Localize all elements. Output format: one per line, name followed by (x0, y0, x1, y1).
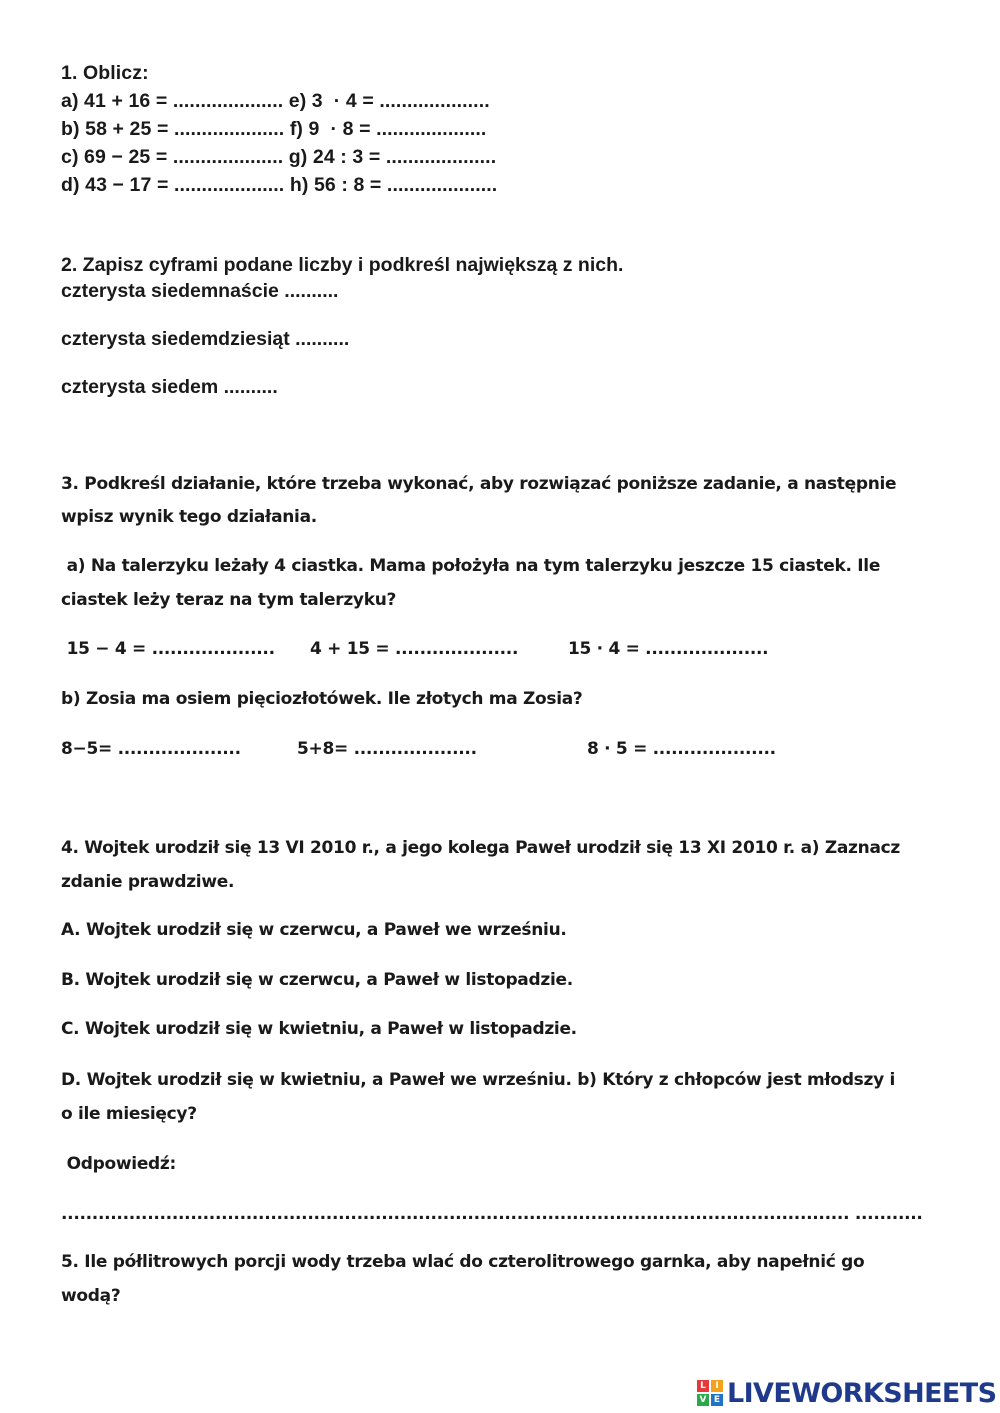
task5-line1: 5. Ile półlitrowych porcji wody trzeba wlać do czterolitrowego garnka, aby napełnić go (61, 1252, 865, 1272)
task1-row-a: a) 41 + 16 = .................... e) 3 · 4 = .................... (61, 90, 490, 112)
logo-mark-letter: I (711, 1380, 723, 1392)
task3-a-op-1: 15 − 4 = .................... (61, 639, 275, 659)
logo-text: LIVEWORKSHEETS (727, 1377, 997, 1409)
task3-a-line2: ciastek leży teraz na tym talerzyku? (61, 590, 397, 610)
task1-title: 1. Oblicz: (61, 62, 149, 84)
task5-line2: wodą? (61, 1286, 121, 1306)
task1-row-d: d) 43 − 17 = .................... h) 56 : 8 = .................... (61, 174, 498, 196)
task4-option-d-line1: D. Wojtek urodził się w kwietniu, a Paweł we wrześniu. b) Który z chłopców jest młodszy i (61, 1070, 896, 1090)
task1-row-c: c) 69 − 25 = .................... g) 24 : 3 = .................... (61, 146, 497, 168)
task3-a-op-2: 4 + 15 = .................... (310, 639, 519, 659)
task2-item-2: czterysta siedemdziesiąt .......... (61, 328, 350, 350)
task2-item-1: czterysta siedemnaście .......... (61, 280, 339, 302)
task4-option-b: B. Wojtek urodził się w czerwcu, a Paweł w listopadzie. (61, 970, 573, 990)
task3-b-op-3: 8 · 5 = .................... (587, 739, 776, 759)
task4-option-a: A. Wojtek urodził się w czerwcu, a Paweł we wrześniu. (61, 920, 567, 940)
task1-row-b: b) 58 + 25 = .................... f) 9 · 8 = .................... (61, 118, 487, 140)
logo-mark-letter: V (697, 1394, 709, 1406)
logo-mark-letter: L (697, 1380, 709, 1392)
task4-answer-label: Odpowiedź: (61, 1154, 177, 1174)
task3-a-line1: a) Na talerzyku leżały 4 ciastka. Mama położyła na tym talerzyku jeszcze 15 ciastek. Ile (61, 556, 881, 576)
task4-answer-line: ................................................................................................................................ ........... (61, 1204, 923, 1224)
task3-a-op-3: 15 · 4 = .................... (568, 639, 769, 659)
task3-title-line1: 3. Podkreśl działanie, które trzeba wykonać, aby rozwiązać poniższe zadanie, a następnie (61, 474, 897, 494)
task4-option-d-line2: o ile miesięcy? (61, 1104, 197, 1124)
task4-title-line2: zdanie prawdziwe. (61, 872, 235, 892)
task3-b-op-2: 5+8= .................... (297, 739, 477, 759)
live-mark-icon (697, 1380, 723, 1406)
task2-item-3: czterysta siedem .......... (61, 376, 278, 398)
logo-mark-letter: E (711, 1394, 723, 1406)
task4-option-c: C. Wojtek urodził się w kwietniu, a Paweł w listopadzie. (61, 1019, 577, 1039)
task4-title-line1: 4. Wojtek urodził się 13 VI 2010 r., a jego kolega Paweł urodził się 13 XI 2010 r. a) Zaznacz (61, 838, 900, 858)
task3-b-op-1: 8−5= .................... (61, 739, 241, 759)
task2-title: 2. Zapisz cyframi podane liczby i podkreśl największą z nich. (61, 254, 624, 276)
liveworksheets-logo[interactable] (697, 1375, 996, 1411)
task3-title-line2: wpisz wynik tego działania. (61, 507, 317, 527)
task3-b-line: b) Zosia ma osiem pięciozłotówek. Ile złotych ma Zosia? (61, 689, 583, 709)
